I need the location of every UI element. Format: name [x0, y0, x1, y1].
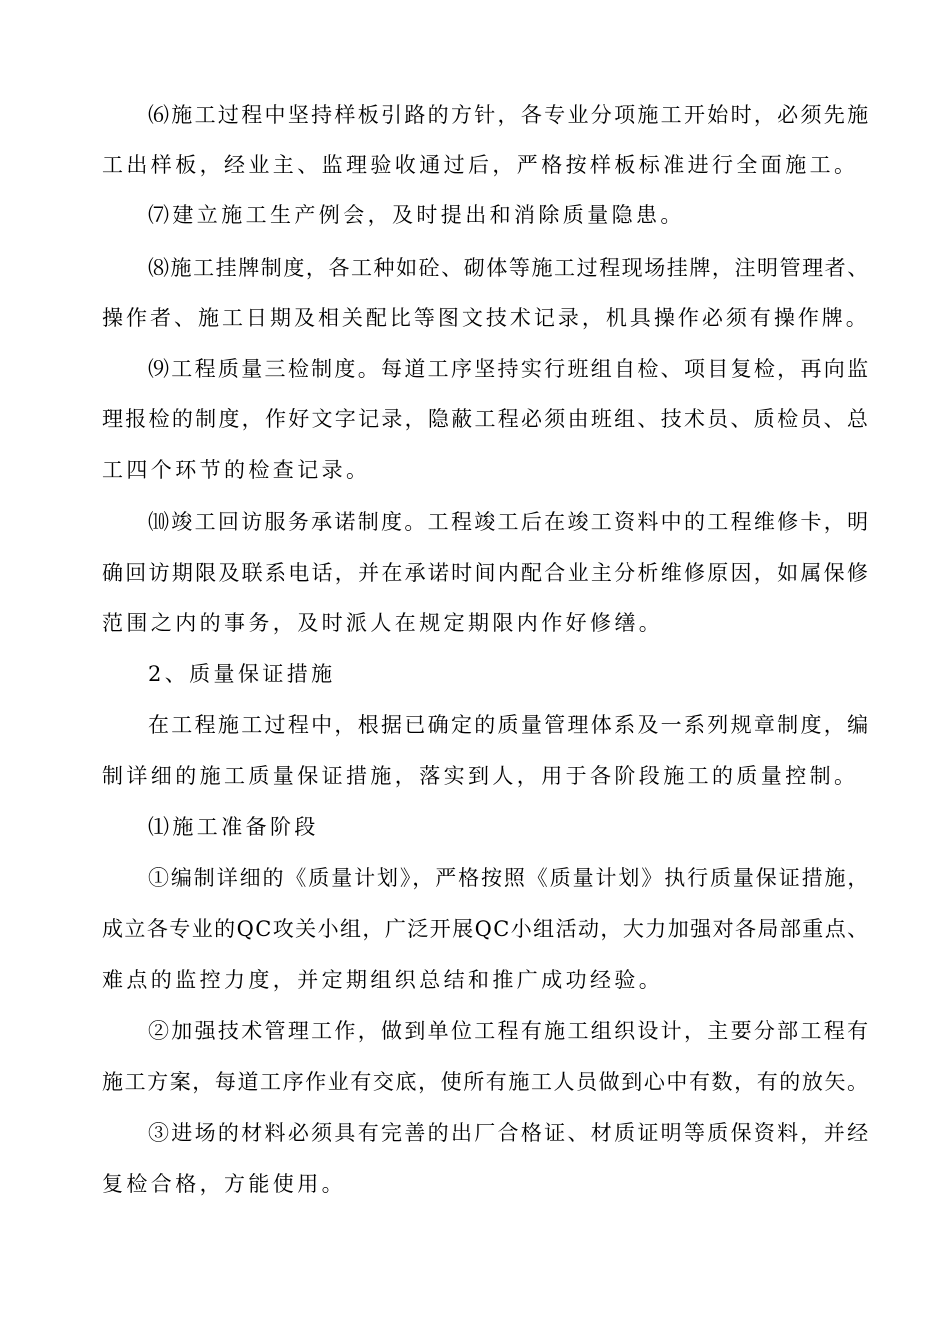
paragraph-line: 施工方案，每道工序作业有交底，使所有施工人员做到心中有数，有的放矢。 [102, 1070, 870, 1094]
paragraph-line: 操作者、施工日期及相关配比等图文技术记录，机具操作必须有操作牌。 [102, 306, 870, 330]
subsection-heading: ⑴施工准备阶段 [148, 815, 319, 839]
paragraph-line: 确回访期限及联系电话，并在承诺时间内配合业主分析维修原因，如属保修 [102, 561, 871, 585]
paragraph-line: ①编制详细的《质量计划》，严格按照《质量计划》执行质量保证措施， [148, 866, 871, 890]
paragraph-line: 制详细的施工质量保证措施，落实到人，用于各阶段施工的质量控制。 [102, 764, 859, 788]
paragraph-line: 工出样板，经业主、监理验收通过后，严格按样板标准进行全面施工。 [102, 153, 859, 177]
paragraph-line: ⑽竣工回访服务承诺制度。工程竣工后在竣工资料中的工程维修卡，明 [148, 510, 871, 534]
paragraph-line: 成立各专业的QC攻关小组，广泛开展QC小组活动，大力加强对各局部重点、 [102, 917, 870, 941]
paragraph-line: ③进场的材料必须具有完善的出厂合格证、材质证明等质保资料，并经 [148, 1121, 871, 1145]
paragraph-line: ⑻施工挂牌制度，各工种如砼、砌体等施工过程现场挂牌，注明管理者、 [148, 256, 870, 280]
paragraph-line: 工四个环节的检查记录。 [102, 458, 371, 482]
paragraph-line: 复检合格，方能使用。 [102, 1172, 346, 1196]
paragraph-line: ⑺建立施工生产例会，及时提出和消除质量隐患。 [148, 203, 685, 227]
paragraph-line: ⑹施工过程中坚持样板引路的方针，各专业分项施工开始时，必须先施 [148, 103, 871, 127]
paragraph-line: 难点的监控力度，并定期组织总结和推广成功经验。 [102, 968, 664, 992]
paragraph-line: 在工程施工过程中，根据已确定的质量管理体系及一系列规章制度，编 [148, 713, 871, 737]
section-heading: 2、质量保证措施 [148, 662, 336, 686]
paragraph-line: ⑼工程质量三检制度。每道工序坚持实行班组自检、项目复检，再向监 [148, 357, 871, 381]
paragraph-line: 范围之内的事务，及时派人在规定期限内作好修缮。 [102, 611, 664, 635]
paragraph-line: ②加强技术管理工作，做到单位工程有施工组织设计，主要分部工程有 [148, 1019, 871, 1043]
paragraph-line: 理报检的制度，作好文字记录，隐蔽工程必须由班组、技术员、质检员、总 [102, 407, 871, 431]
